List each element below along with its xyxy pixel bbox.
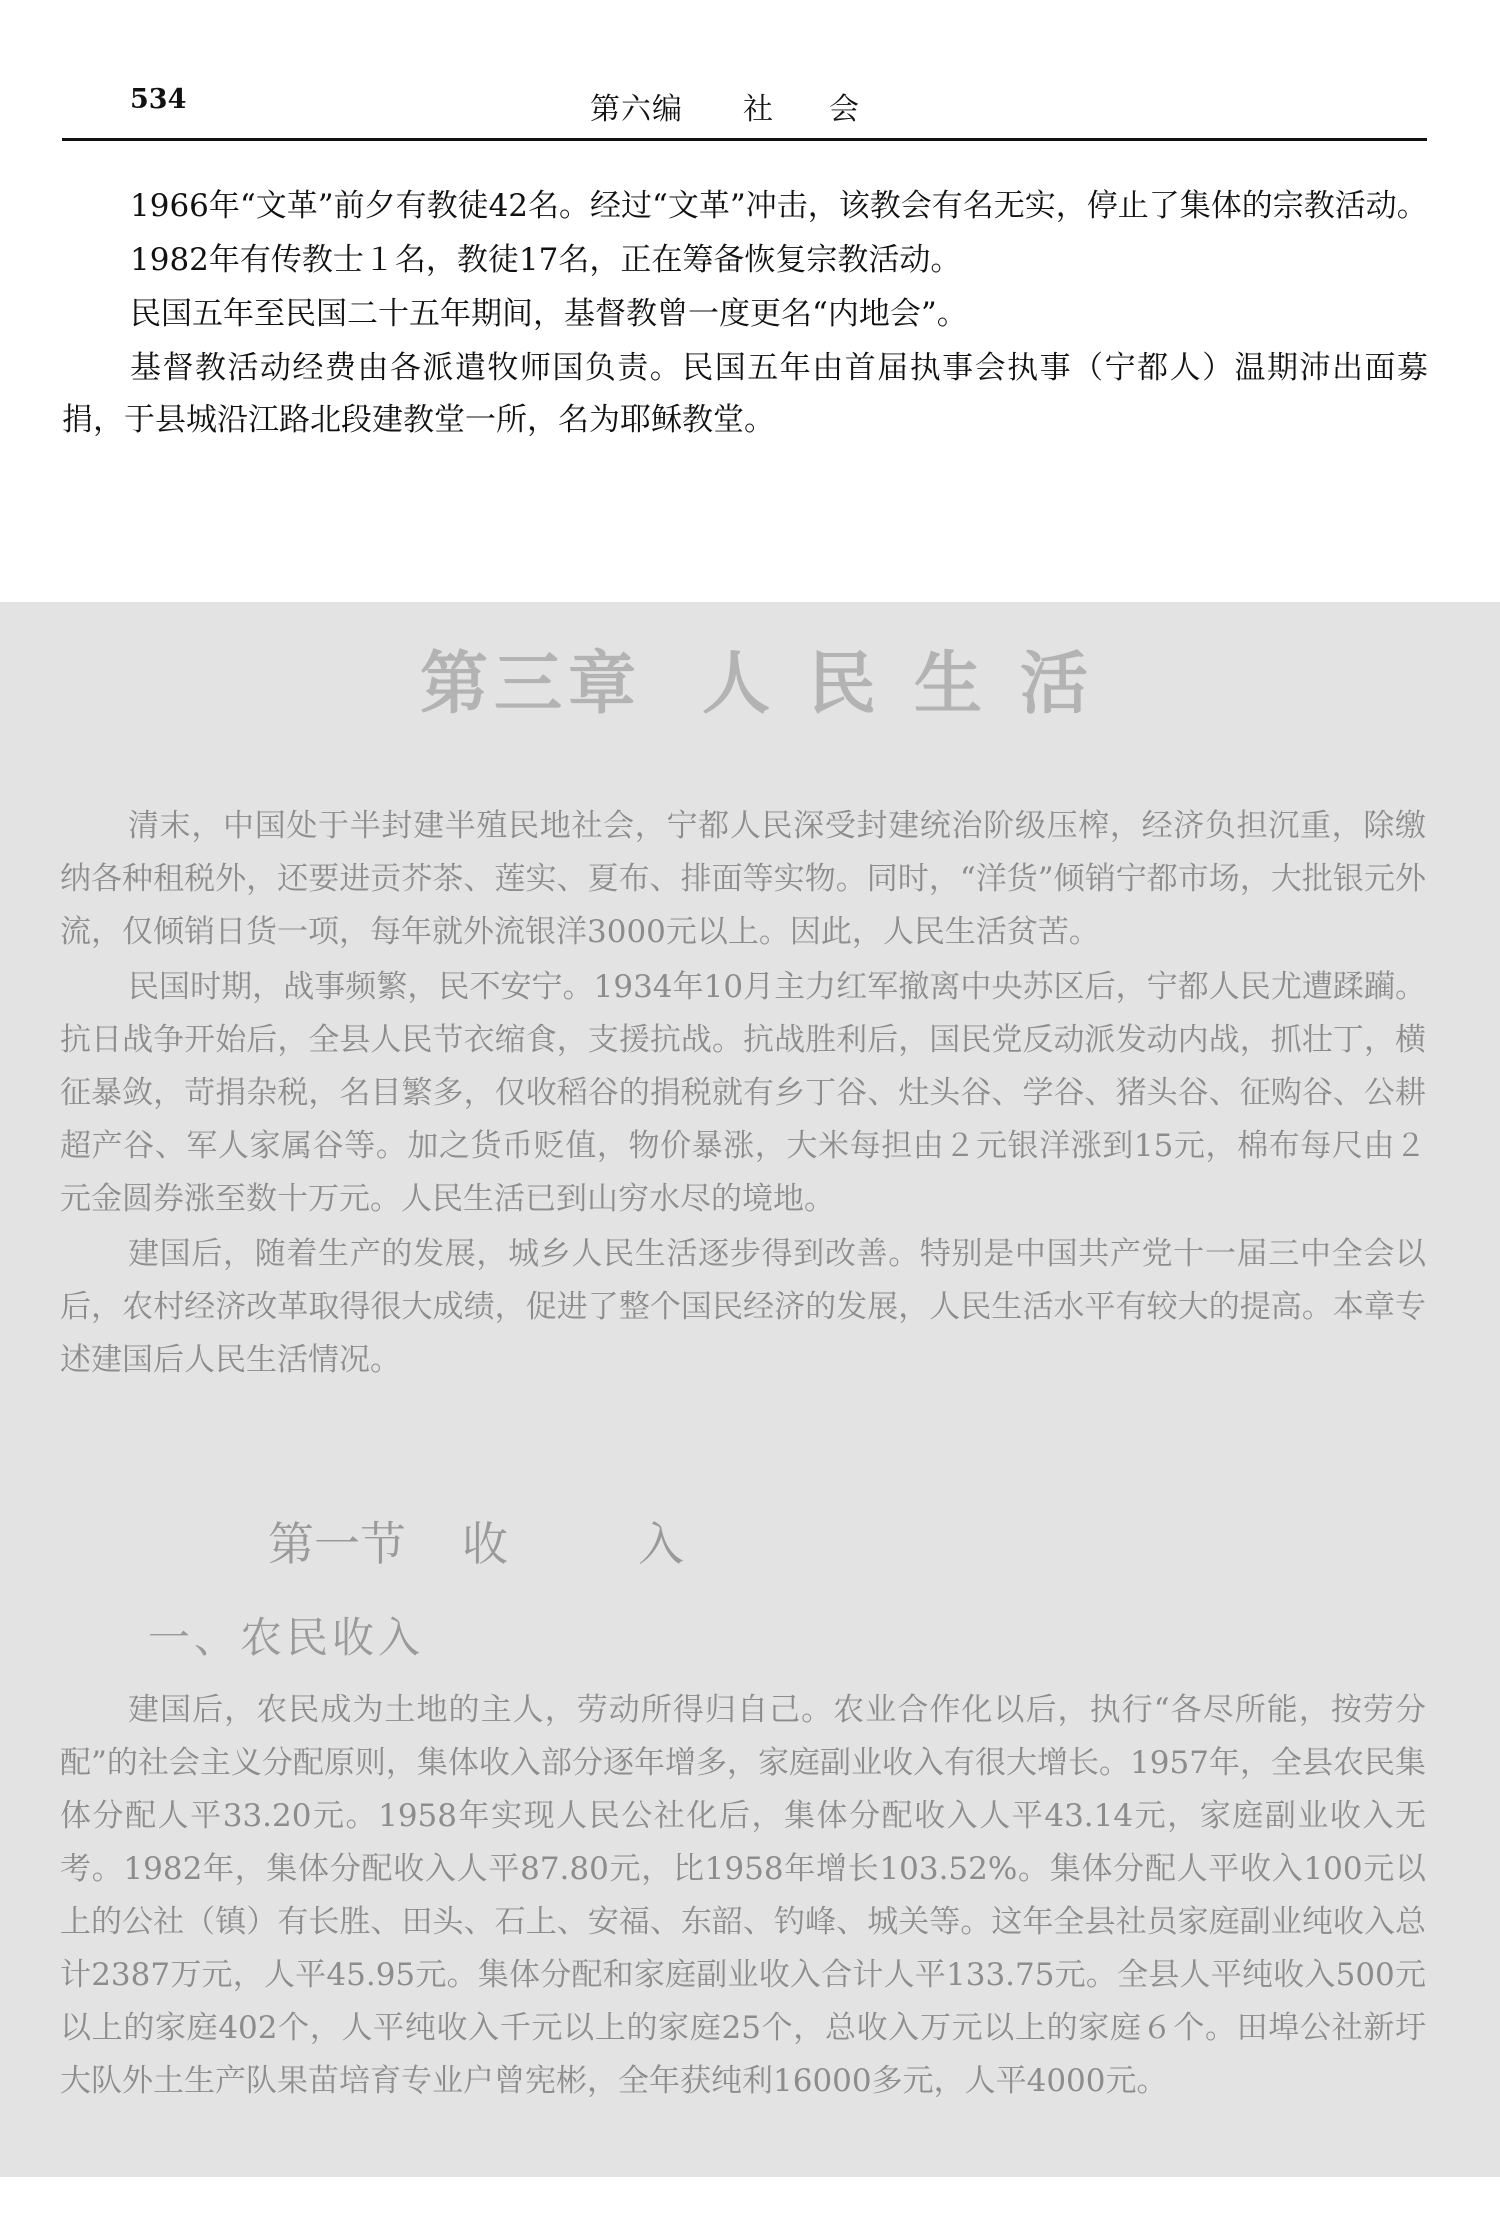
paragraph: 建国后，随着生产的发展，城乡人民生活逐步得到改善。特别是中国共产党十一届三中全会以后，农村经济改革取得很大成绩，促进了整个国民经济的发展，人民生活水平有较大的提高。本章专述建国后人民生活情况。 — [60, 1236, 1426, 1378]
running-head — [590, 84, 915, 128]
chapter-title — [420, 630, 1126, 727]
paragraph: 基督教活动经费由各派遣牧师国负责。民国五年由首届执事会执事（宁都人）温期沛出面募捐，于县城沿江路北段建教堂一所，名为耶稣教堂。 — [62, 350, 1428, 438]
subsection-title: 一、农民收入 — [148, 1613, 425, 1662]
paragraph: 1966年“文革”前夕有教徒42名。经过“文革”冲击，该教会有名无实，停止了集体的宗教活动。 — [130, 188, 1428, 224]
header-rule — [62, 138, 1427, 141]
page-header — [62, 84, 1427, 127]
top-text-block — [62, 180, 1428, 448]
part-label: 第六编 — [590, 92, 683, 127]
paragraph: 建国后，农民成为土地的主人，劳动所得归自己。农业合作化以后，执行“各尽所能，按劳分配”的社会主义分配原则，集体收入部分逐年增多，家庭副业收入有很大增长。1957年，全县农民集体分配人平33.20元。1958年实现人民公社化后，集体分配收入人平43.14元，家庭副业收入无考。1982年，集体分配收入人平87.80元，比1958年增长103.52%。集体分配人平收入100元以上的公社（镇）有长胜、田头、石上、安福、东韶、钓峰、城关等。这年全县社员家庭副业纯收入总计2387万元，人平45.95元。集体分配和家庭副业收入合计人平133.75元。全县人平纯收入500元以上的家庭402个，人平纯收入千元以上的家庭25个，总收入万元以上的家庭６个。田埠公社新圩大队外土生产队果苗培育专业户曾宪彬，全年获纯利16000多元，人平4000元。 — [60, 1692, 1426, 2099]
chapter-intro — [60, 800, 1426, 1389]
section-name: 收入 — [462, 1517, 814, 1571]
paragraph: 民国五年至民国二十五年期间，基督教曾一度更名“内地会”。 — [130, 296, 968, 332]
paragraph: 1982年有传教士１名，教徒17名，正在筹备恢复宗教活动。 — [130, 242, 962, 278]
chapter-number: 第三章 — [420, 644, 643, 724]
chapter-name: 人民生活 — [702, 644, 1127, 724]
section-number: 第一节 — [268, 1517, 406, 1571]
part-title: 社会 — [743, 92, 915, 127]
page-number: 534 — [130, 84, 187, 115]
section-title — [268, 1508, 814, 1574]
paragraph: 清末，中国处于半封建半殖民地社会，宁都人民深受封建统治阶级压榨，经济负担沉重，除缴纳各种租税外，还要进贡芥茶、莲实、夏布、排面等实物。同时，“洋货”倾销宁都市场，大批银元外流，仅倾销日货一项，每年就外流银洋3000元以上。因此，人民生活贫苦。 — [60, 808, 1426, 950]
subsection-body — [60, 1684, 1426, 2110]
paragraph: 民国时期，战事频繁，民不安宁。1934年10月主力红军撤离中央苏区后，宁都人民尤遭蹂躏。抗日战争开始后，全县人民节衣缩食，支援抗战。抗战胜利后，国民党反动派发动内战，抓壮丁，横征暴敛，苛捐杂税，名目繁多，仅收稻谷的捐税就有乡丁谷、灶头谷、学谷、猪头谷、征购谷、公耕超产谷、军人家属谷等。加之货币贬值，物价暴涨，大米每担由２元银洋涨到15元，棉布每尺由２元金圆券涨至数十万元。人民生活已到山穷水尽的境地。 — [60, 969, 1426, 1217]
